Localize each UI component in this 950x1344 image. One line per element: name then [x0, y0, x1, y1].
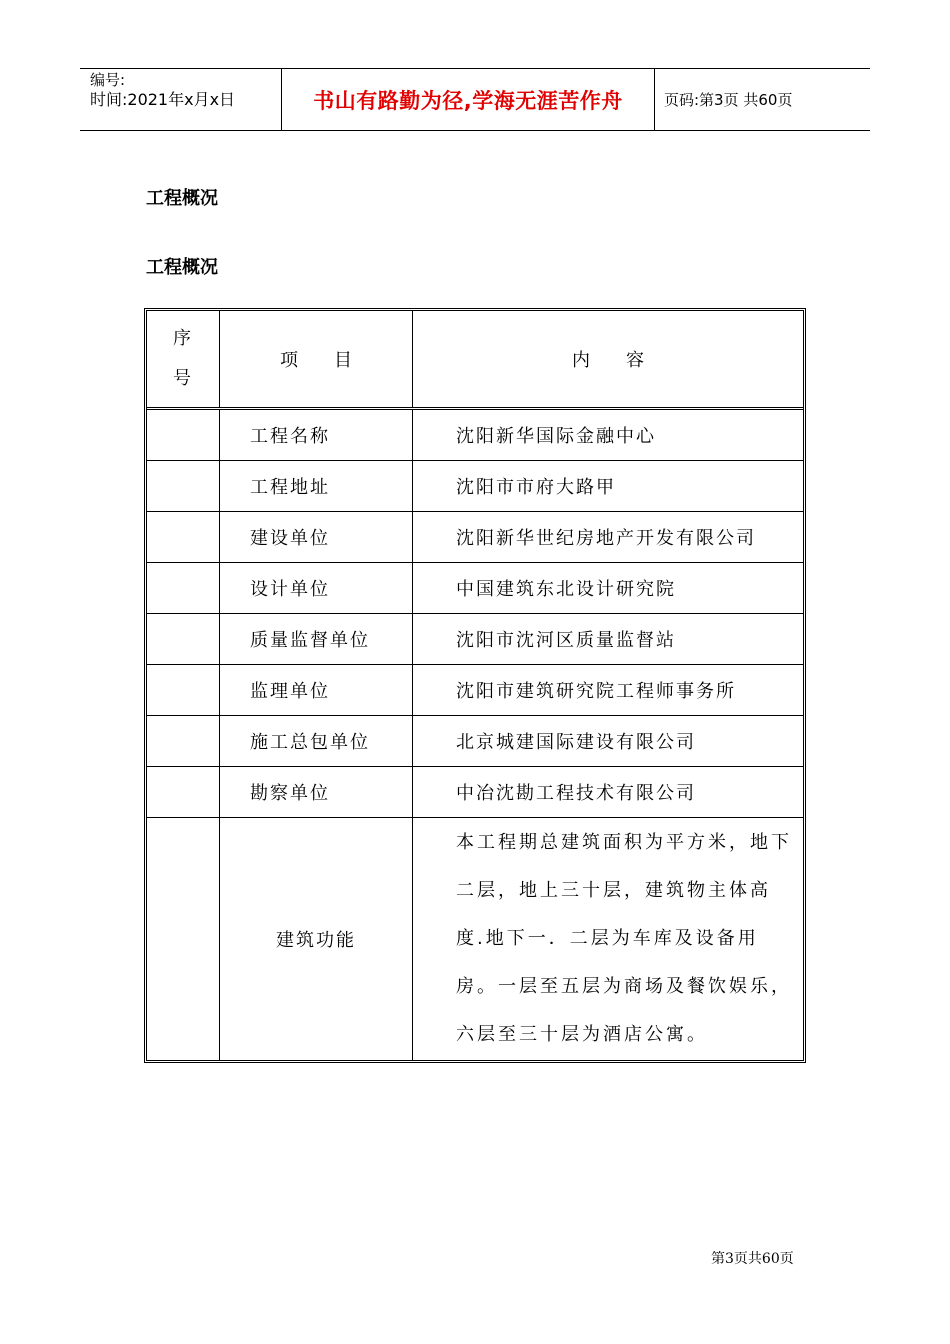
seq-cell	[147, 461, 220, 511]
table-row	[147, 614, 803, 665]
item-cell: 施工总包单位	[220, 716, 413, 766]
seq-cell	[147, 614, 220, 664]
content-cell: 沈阳市建筑研究院工程师事务所	[456, 681, 736, 702]
item-cell: 工程名称	[220, 410, 413, 460]
content-cell: 沈阳新华国际金融中心	[456, 426, 656, 447]
seq-cell	[147, 716, 220, 766]
header-seq-char-2: 号	[173, 368, 193, 389]
table-row-function	[147, 818, 803, 1060]
function-item-cell: 建筑功能	[220, 818, 413, 1060]
seq-cell	[147, 767, 220, 817]
header-content: 内 容	[572, 350, 644, 371]
page-footer: 第3页共60页	[711, 1251, 794, 1267]
document-time: 时间:2021年x月x日	[90, 90, 236, 109]
content-cell: 中冶沈勘工程技术有限公司	[456, 783, 696, 804]
header-item: 项 目	[220, 311, 413, 407]
item-cell: 勘察单位	[220, 767, 413, 817]
item-cell: 质量监督单位	[220, 614, 413, 664]
table-row	[147, 767, 803, 818]
table-header-row	[147, 311, 803, 410]
page-header	[80, 68, 870, 131]
section-heading-1: 工程概况	[146, 188, 218, 209]
table-row	[147, 716, 803, 767]
table-row	[147, 665, 803, 716]
table-row	[147, 410, 803, 461]
header-seq	[147, 311, 220, 407]
table-row	[147, 461, 803, 512]
content-cell: 中国建筑东北设计研究院	[456, 579, 676, 600]
item-cell: 设计单位	[220, 563, 413, 613]
content-cell: 沈阳新华世纪房地产开发有限公司	[456, 528, 756, 549]
seq-cell	[147, 512, 220, 562]
table-row	[147, 512, 803, 563]
header-meta	[80, 69, 282, 130]
content-cell: 沈阳市市府大路甲	[456, 477, 616, 498]
section-heading-2: 工程概况	[146, 257, 218, 278]
seq-cell	[147, 665, 220, 715]
item-cell: 监理单位	[220, 665, 413, 715]
header-motto: 书山有路勤为径,学海无涯苦作舟	[282, 69, 655, 130]
item-cell: 工程地址	[220, 461, 413, 511]
function-content-cell: 本工程期总建筑面积为平方米，地下二层，地上三十层，建筑物主体高度.地下一．二层为车库及设备用房。一层至五层为商场及餐饮娱乐，六层至三十层为酒店公寓。	[456, 832, 792, 1045]
content-cell: 北京城建国际建设有限公司	[456, 732, 696, 753]
seq-cell	[147, 563, 220, 613]
overview-table	[144, 308, 806, 1063]
table-row	[147, 563, 803, 614]
document-number: 编号:	[90, 71, 126, 89]
content-cell: 沈阳市沈河区质量监督站	[456, 630, 676, 651]
seq-cell	[147, 818, 220, 1060]
header-seq-char-1: 序	[173, 328, 193, 349]
seq-cell	[147, 410, 220, 460]
item-cell: 建设单位	[220, 512, 413, 562]
header-page-info: 页码:第3页 共60页	[664, 91, 793, 109]
